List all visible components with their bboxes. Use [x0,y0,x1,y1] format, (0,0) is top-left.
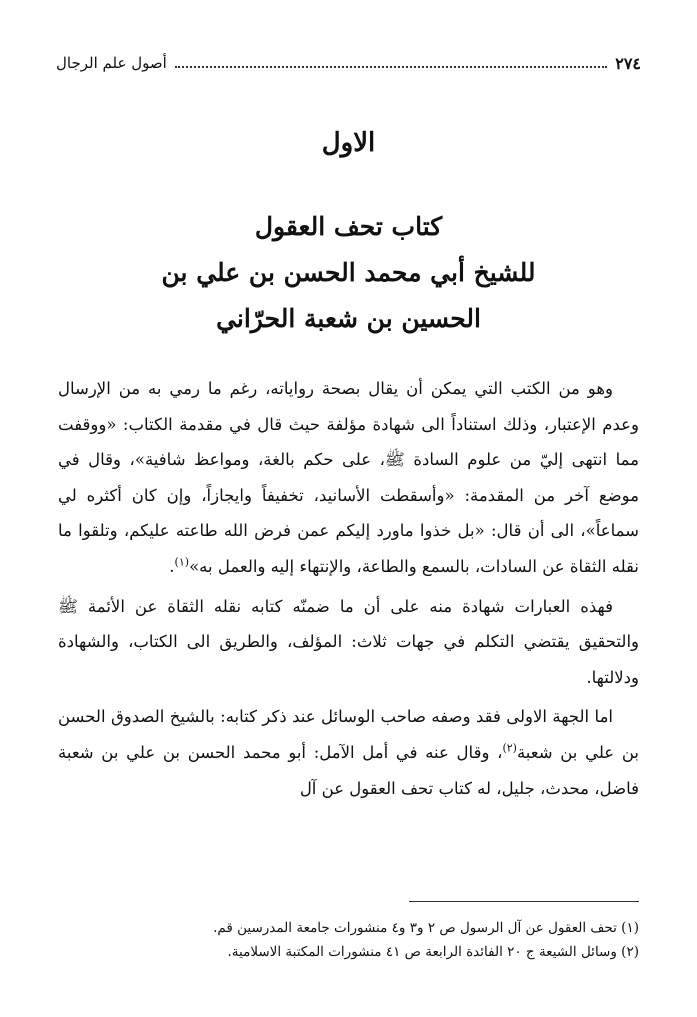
section-title: الاول [321,128,376,158]
running-title: أصول علم الرجال [56,54,167,72]
footnotes [58,916,639,964]
paragraph-2-text: فهذه العبارات شهادة منه على أن ما ضمنّه كتابه نقله الثقاة عن الأئمة ﷺ والتحقيق يقتضي التكلم في جهات ثلاث: المؤلف، والطريق الى الكتاب، والشهادة ودلالتها. [58,596,639,687]
paragraph-1-text: وهو من الكتب التي يمكن أن يقال بصحة رواياته، رغم ما رمي به من الإرسال وعدم الإعتبار، وذلك استناداً الى شهادة مؤلفة حيث قال في مقدمة الكتاب: «ووقفت مما انتهى إليّ من علوم السادة ﷺ، على حكم بالغة، ومواعظ شافية»، وقال في موضع آخر من المقدمة: «وأسقطت الأسانيد، تخفيفاً وايجازاً، وإن كان أكثره لي سماعاً»، الى أن قال: «بل خذوا ماورد إليكم عمن فرض الله طاعته عليكم، وتلقوا ما نقله الثقاة عن السادات، بالسمع والطاعة، والإنتهاء إليه والعمل به» [58,379,639,576]
page-number: ٢٧٤ [615,53,641,73]
book-title [60,204,637,342]
header-dot-leader [175,66,607,68]
footnote-separator [409,901,639,902]
book-title-line-1: كتاب تحف العقول [254,212,443,241]
footnote-2: (٢) وسائل الشيعة ج ٢٠ الفائدة الرابعة ص ٤١ منشورات المكتبة الاسلامية. [227,944,639,960]
page-header [56,50,641,76]
paragraph-2 [58,589,639,696]
footnote-ref-2: (٢) [502,741,517,755]
paragraph-1-end: . [169,556,175,576]
paragraph-3-text-b: ، وقال عنه في أمل الآمل: أبو محمد الحسن بن علي بن شعبة فاضل، محدث، جليل، له كتاب تحف العقول عن آل [58,742,639,798]
paragraph-3-text-a: اما الجهة الاولى فقد وصفه صاحب الوسائل عند ذكر كتابه: بالشيخ الصدوق الحسن بن علي بن شعبة [58,707,639,762]
body-text [58,371,639,806]
book-title-line-2: للشيخ أبي محمد الحسن بن علي بن [161,258,536,287]
footnote-ref-1: (١) [174,555,190,569]
paragraph-1 [58,371,639,585]
footnote-1: (١) تحف العقول عن آل الرسول ص ٢ و٣ و٤ منشورات جامعة المدرسين قم. [213,920,639,936]
book-title-line-3: الحسين بن شعبة الحرّاني [216,304,481,333]
paragraph-3 [58,699,639,806]
